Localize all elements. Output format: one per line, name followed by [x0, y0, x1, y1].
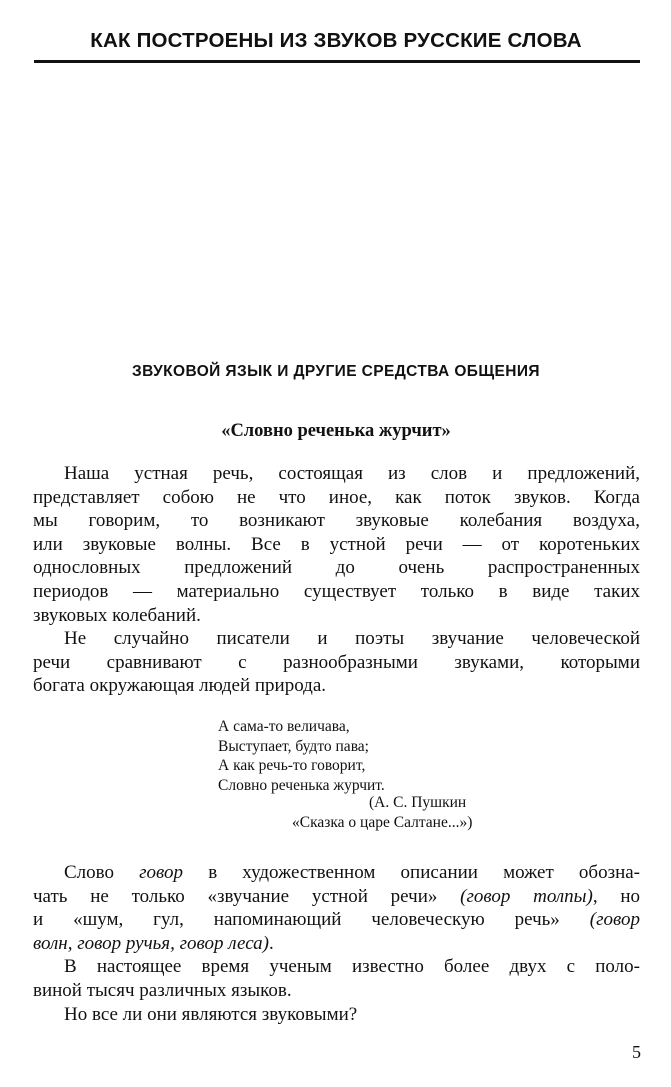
- text-line: и «шум, гул, напоминающий человеческую речь» (говор: [33, 909, 640, 931]
- text-line: Не случайно писатели и поэты звучание человеческой: [64, 628, 640, 650]
- verse-line: А сама-то величава,: [218, 718, 350, 735]
- verse-line: Выступает, будто пава;: [218, 737, 369, 755]
- italic-term: волн, говор ручья, говор леса): [33, 932, 269, 954]
- page-number: 5: [632, 1042, 641, 1062]
- verse-line: Словно реченька журчит.: [218, 776, 385, 794]
- italic-term: (говор толпы): [460, 885, 593, 907]
- text-line: однословных предложений до очень распространенных: [33, 557, 640, 579]
- paragraph-4: [33, 955, 640, 1002]
- text-line: звуковых колебаний.: [33, 604, 201, 626]
- text-line: волн, говор ручья, говор леса).: [33, 932, 274, 954]
- paragraph-1: [33, 462, 640, 627]
- text-line: речи сравнивают с разнообразными звуками, которыми: [33, 651, 640, 673]
- verse-quote: [218, 717, 548, 795]
- body-text-top: [33, 462, 640, 698]
- body-text-bottom: [33, 861, 640, 1026]
- paragraph-3: [33, 861, 640, 955]
- text-line: представляет собою не что иное, как поток звуков. Когда: [33, 486, 640, 508]
- text-line: В настоящее время ученым известно более двух с поло-: [64, 956, 640, 978]
- text-line: Наша устная речь, состоящая из слов и предложений,: [64, 463, 640, 484]
- section-title: ЗВУКОВОЙ ЯЗЫК И ДРУГИЕ СРЕДСТВА ОБЩЕНИЯ: [132, 363, 540, 380]
- verse-source: «Сказка о царе Салтане...»): [292, 814, 473, 831]
- verse-attribution: [218, 793, 548, 833]
- text-line: богата окружающая людей природа.: [33, 675, 327, 697]
- text-line: мы говорим, то возникают звуковые колебания воздуха,: [33, 510, 640, 532]
- text-line: периодов — материально существует только в виде таких: [33, 580, 640, 602]
- verse-line: А как речь-то говорит,: [218, 757, 366, 775]
- text-line: или звуковые волны. Все в устной речи — от коротеньких: [33, 533, 640, 555]
- paragraph-2: [33, 627, 640, 698]
- verse-author: (А. С. Пушкин: [369, 794, 467, 811]
- text-line: виной тысяч различных языков.: [33, 979, 292, 1001]
- running-head: КАК ПОСТРОЕНЫ ИЗ ЗВУКОВ РУССКИЕ СЛОВА: [90, 29, 582, 52]
- italic-term: говор: [139, 862, 184, 883]
- subsection-title: «Словно реченька журчит»: [221, 421, 451, 441]
- italic-term: (говор: [589, 909, 640, 931]
- text-line: Слово говор в художественном описании может обозна-: [64, 862, 640, 883]
- paragraph-5: Но все ли они являются звуковыми?: [64, 1003, 358, 1025]
- header-rule: [34, 60, 640, 63]
- text-line: чать не только «звучание устной речи» (говор толпы), но: [33, 885, 641, 907]
